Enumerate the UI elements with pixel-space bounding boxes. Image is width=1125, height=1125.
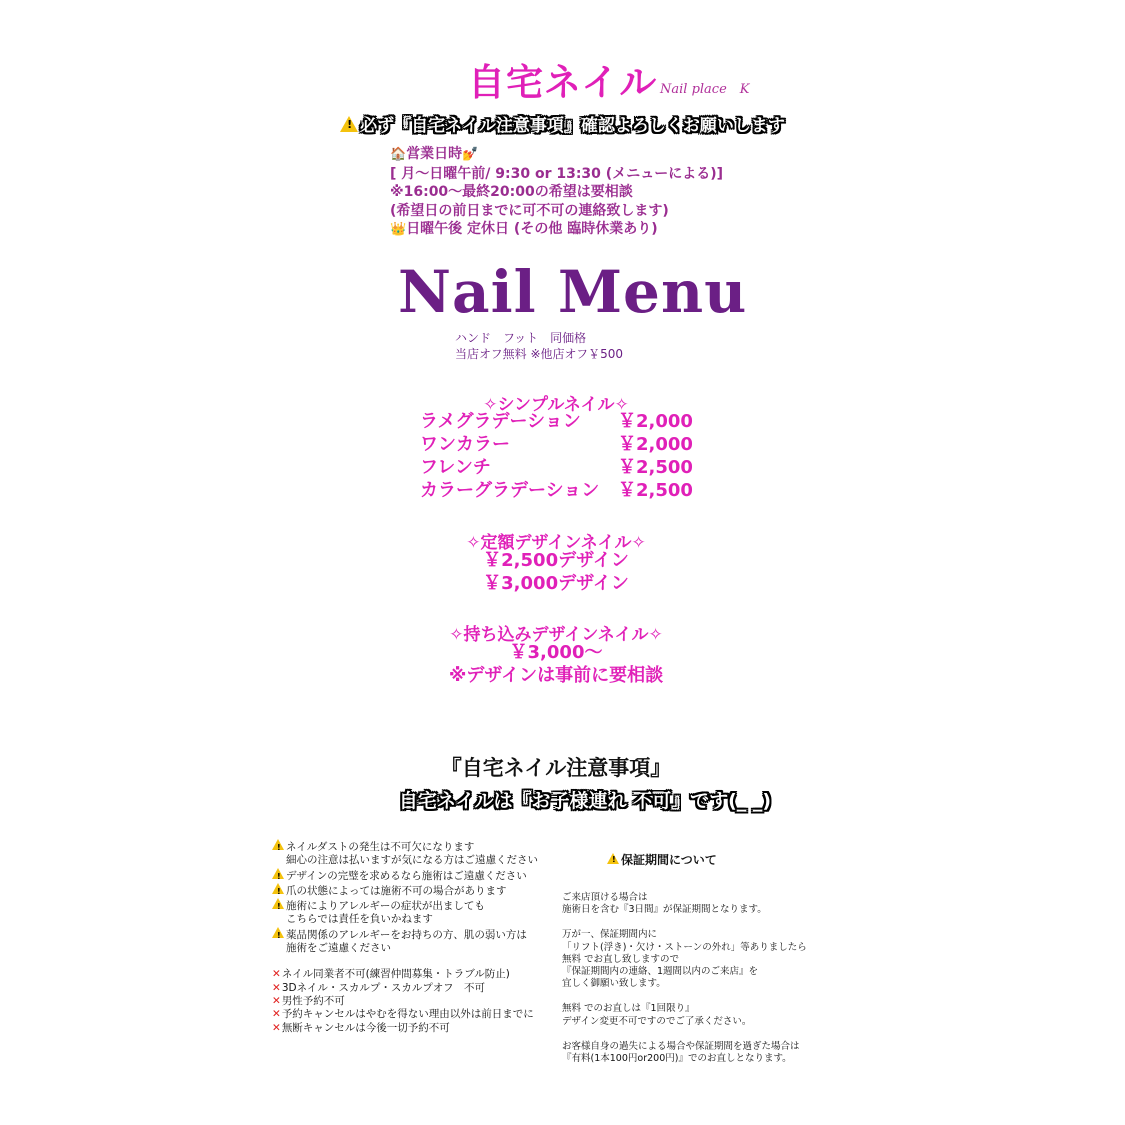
hours-heading-row xyxy=(390,145,723,165)
list-item: ✕男性予約不可 xyxy=(272,994,345,1007)
list-item xyxy=(420,479,693,502)
shop-name: Nail place K xyxy=(660,82,750,97)
hours-line: ※16:00〜最終20:00の希望は要相談 xyxy=(390,184,633,200)
page-title: 自宅ネイル xyxy=(468,61,658,104)
warning-icon xyxy=(272,839,284,850)
note-line: お客様自身の過失による場合や保証期間を過ぎた場合は xyxy=(562,1040,800,1052)
list-item: 施術をご遠慮ください xyxy=(286,942,391,955)
fixed-design-list xyxy=(0,549,1112,595)
note-line: デザイン変更不可ですのでご了承ください。 xyxy=(562,1015,752,1027)
list-item: ✕ネイル同業者不可(練習仲間募集・トラブル防止) xyxy=(272,968,510,981)
cross-mark-icon: ✕ xyxy=(272,968,281,981)
menu-title: Nail Menu xyxy=(398,258,748,326)
item-name: ワンカラー xyxy=(420,434,510,455)
crown-icon: 👑 xyxy=(390,222,407,237)
fixed-design-heading: ✧定額デザインネイル✧ xyxy=(466,533,646,553)
hours-line: (希望日の前日までに可不可の連絡致します) xyxy=(390,202,669,219)
hours-closed-row xyxy=(390,220,723,240)
note-line: 万が一、保証期間内に xyxy=(562,929,658,941)
caution-list xyxy=(272,839,538,1035)
note-line: 施術日を含む『3日間』が保証期間となります。 xyxy=(562,904,767,916)
simple-nail-list xyxy=(420,410,693,502)
bring-design-heading: ✧持ち込みデザインネイル✧ xyxy=(449,625,663,645)
cross-mark-icon: ✕ xyxy=(272,1008,281,1021)
notice-banner xyxy=(0,111,1125,136)
menu-subtitle xyxy=(455,330,623,362)
list-item: ￥3,000デザイン xyxy=(483,573,629,594)
warning-icon xyxy=(340,116,358,132)
list-item: !デザインの完璧を求めるなら施術はご遠慮ください xyxy=(272,868,538,883)
list-item: ※デザインは事前に要相談 xyxy=(448,665,664,686)
cross-mark-icon: ✕ xyxy=(272,994,281,1007)
cautions-subtitle: 自宅ネイルは『お子様連れ 不可』です(_ _) xyxy=(398,790,772,812)
list-item: !爪の状態によっては施術不可の場合があります xyxy=(272,883,538,898)
item-price: ￥2,000 xyxy=(618,434,693,455)
guarantee-heading: !保証期間について xyxy=(607,851,717,868)
list-item xyxy=(420,456,693,479)
note-line: 『有料(1本100円or200円)』でのお直しとなります。 xyxy=(562,1053,792,1065)
guarantee-notes xyxy=(562,892,807,1065)
note-line: 『保証期間内の連絡、1週間以内のご来店』を xyxy=(562,966,759,978)
note-line: 無料 でお直し致しますので xyxy=(562,953,680,965)
list-item: ✕3Dネイル・スカルプ・スカルプオフ 不可 xyxy=(272,981,485,994)
item-price: ￥2,500 xyxy=(618,457,693,478)
note-line: 「リフト(浮き)・欠け・ストーンの外れ」等ありましたら xyxy=(562,941,807,953)
simple-nail-heading: ✧シンプルネイル✧ xyxy=(483,395,629,415)
item-name: カラーグラデーション xyxy=(420,480,600,501)
cross-mark-icon: ✕ xyxy=(272,1021,281,1034)
business-hours xyxy=(390,145,723,240)
note-line: ご来店頂ける場合は xyxy=(562,892,648,903)
list-item: ￥2,500デザイン xyxy=(483,550,629,571)
item-name: フレンチ xyxy=(420,457,491,478)
list-item: ￥3,000〜 xyxy=(509,642,603,663)
list-item xyxy=(420,433,693,456)
house-icon: 🏠 xyxy=(390,147,407,162)
warning-icon xyxy=(607,853,619,864)
warning-icon xyxy=(272,898,284,909)
hours-heading: 営業日時 xyxy=(406,146,463,162)
warning-icon xyxy=(272,927,284,938)
warning-icon xyxy=(272,868,284,879)
note-line: 宜しく御願い致します。 xyxy=(562,978,666,990)
cross-mark-icon: ✕ xyxy=(272,981,281,994)
item-name: ラメグラデーション xyxy=(420,411,581,432)
menu-sub-line: 当店オフ無料 ※他店オフ￥500 xyxy=(455,347,624,361)
item-price: ￥2,000 xyxy=(618,411,693,432)
hours-line: [ 月〜日曜午前/ 9:30 or 13:30 (メニューによる)] xyxy=(390,165,723,182)
list-item: !薬品関係のアレルギーをお持ちの方、肌の弱い方は xyxy=(272,927,538,942)
item-price: ￥2,500 xyxy=(618,480,693,501)
list-item: ✕無断キャンセルは今後一切予約不可 xyxy=(272,1021,450,1034)
bring-design-list xyxy=(0,641,1112,687)
list-item: ✕予約キャンセルはやむを得ない理由以外は前日までに xyxy=(272,1008,534,1021)
menu-sub-line: ハンド フット 同価格 xyxy=(455,331,587,345)
list-item: !施術によりアレルギーの症状が出ましても xyxy=(272,898,538,913)
hours-closed: 日曜午後 定休日 (その他 臨時休業あり) xyxy=(406,221,658,237)
list-item: !ネイルダストの発生は不可欠になります xyxy=(272,839,538,854)
cautions-title: 『自宅ネイル注意事項』 xyxy=(440,756,672,780)
list-item: 細心の注意は払いますが気になる方はご遠慮ください xyxy=(286,854,538,867)
warning-icon xyxy=(272,883,284,894)
list-item: こちらでは責任を負いかねます xyxy=(286,913,433,926)
list-item xyxy=(420,410,693,433)
notice-text: 必ず『自宅ネイル注意事項』確認よろしくお願いします xyxy=(360,116,785,136)
nail-polish-icon: 💅 xyxy=(462,147,479,162)
note-line: 無料 でのお直しは『1回限り』 xyxy=(562,1003,695,1015)
